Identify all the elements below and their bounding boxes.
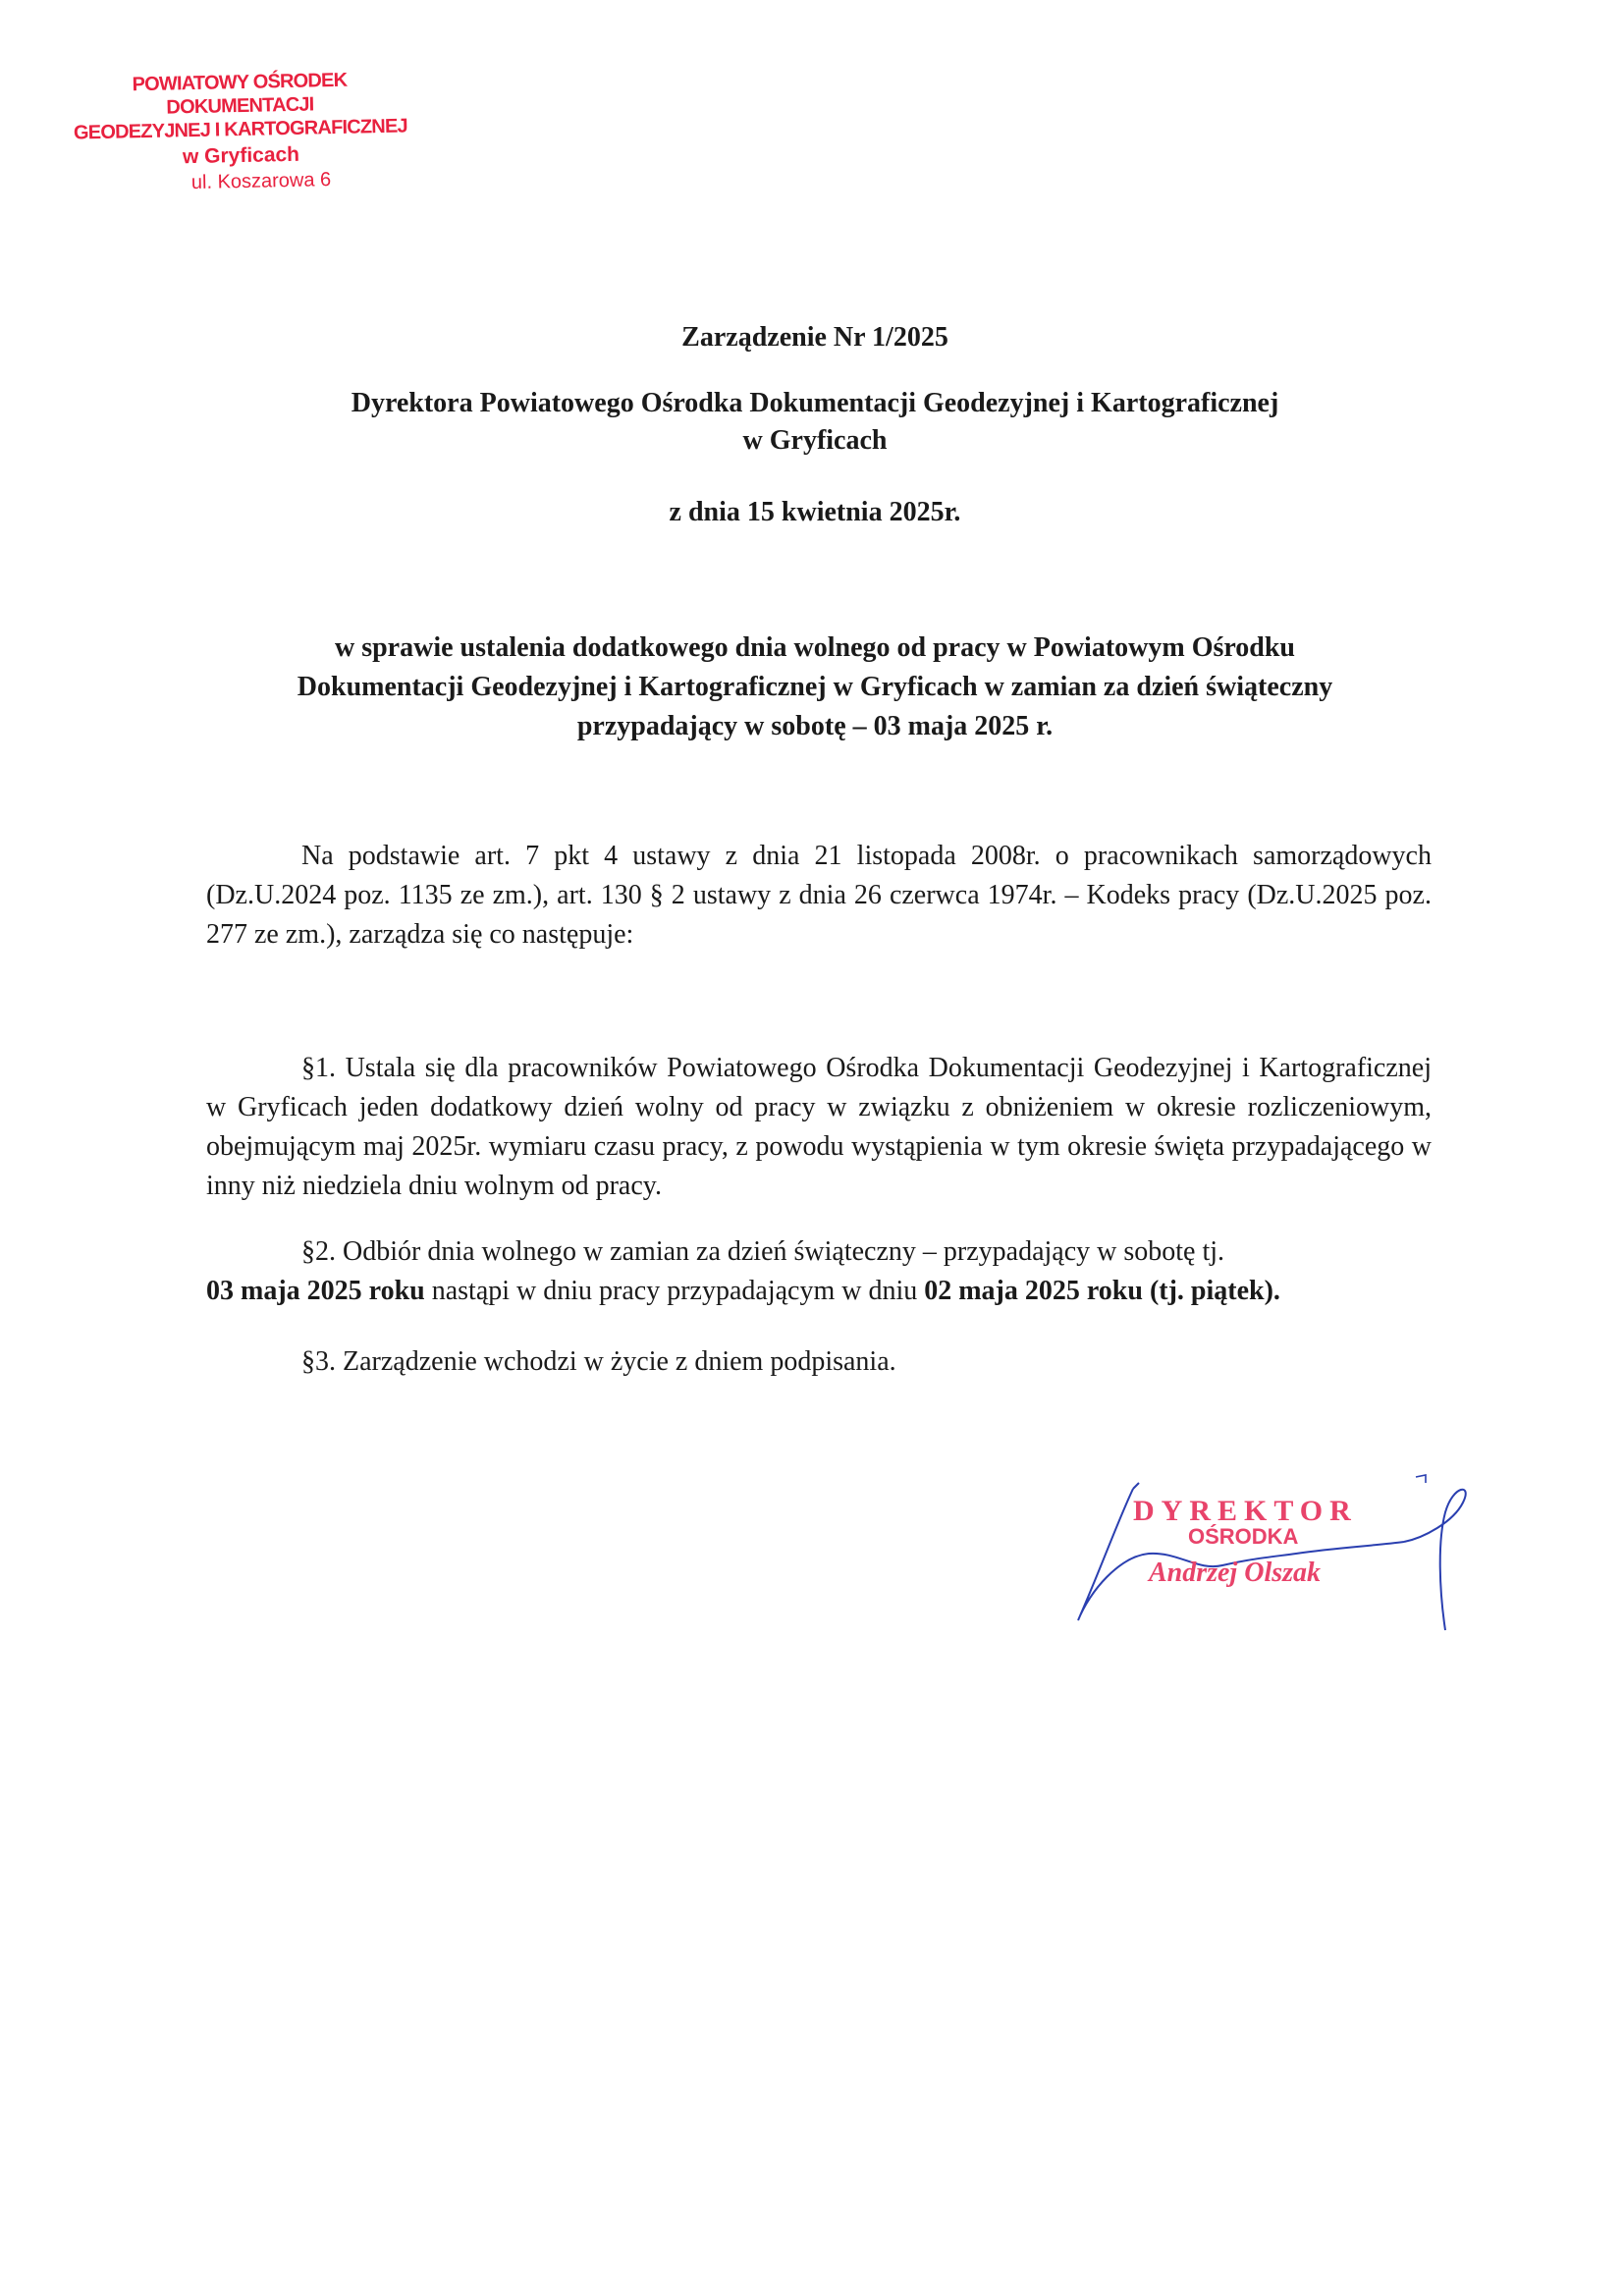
issuer-line-2: w Gryficach [742,425,888,456]
stamp-line-1: POWIATOWY OŚRODEK DOKUMENTACJI [132,69,348,119]
handwritten-signature [1060,1463,1492,1650]
document-date: z dnia 15 kwietnia 2025r. [669,497,961,527]
signature-title: DYREKTOR [1133,1495,1358,1527]
section-2-paragraph [206,1232,1432,1311]
signature-unit: OŚRODKA [1188,1524,1299,1549]
signature-name: Andrzej Olszak [1149,1558,1322,1588]
section-2-intro: §2. Odbiór dnia wolnego w zamian za dzień świąteczny – przypadający w sobotę tj. [301,1236,1225,1267]
section-2-middle: nastąpi w dniu pracy przypadającym w dniu [424,1276,925,1306]
section-2-date-friday: 02 maja 2025 roku (tj. piątek). [924,1276,1280,1306]
section-2-date-saturday: 03 maja 2025 roku [206,1276,425,1306]
stamp-line-3: w Gryficach [182,142,300,169]
subject-line-1: w sprawie ustalenia dodatkowego dnia wolnego od pracy w Powiatowym Ośrodku [334,632,1296,663]
stamp-line-4: ul. Koszarowa 6 [190,169,332,194]
section-3-paragraph: §3. Zarządzenie wchodzi w życie z dniem podpisania. [301,1346,896,1377]
document-title: Zarządzenie Nr 1/2025 [681,322,948,353]
legal-basis-paragraph: Na podstawie art. 7 pkt 4 ustawy z dnia 21 listopada 2008r. o pracownikach samorządowych (Dz.U.2024 poz. 1135 ze zm.), art. 130 § 2 ustawy z dnia 26 czerwca 1974r. – Kodeks pracy (Dz.U.2025 poz. 277 ze zm.), zarządza się co następuje: [206,841,1432,950]
section-1-paragraph: §1. Ustala się dla pracowników Powiatowego Ośrodka Dokumentacji Geodezyjnej i Kartograficznej w Gryficach jeden dodatkowy dzień wolny od pracy w związku z obniżeniem w okresie rozliczeniowym, obejmującym maj 2025r. wymiaru czasu pracy, z powodu wystąpienia w tym okresie święta przypadającego w inny niż niedziela dniu wolnym od pracy. [206,1053,1432,1201]
stamp-line-2: GEODEZYJNEJ I KARTOGRAFICZNEJ [73,115,408,144]
office-stamp [58,67,424,198]
subject-line-2: Dokumentacji Geodezyjnej i Kartograficznej w Gryficach w zamian za dzień świąteczny [297,672,1333,702]
document-subject [177,629,1453,746]
document-issuer [177,385,1453,460]
subject-line-3: przypadający w sobotę – 03 maja 2025 r. [576,711,1054,741]
issuer-line-1: Dyrektora Powiatowego Ośrodka Dokumentacji Geodezyjnej i Kartograficznej [351,388,1279,418]
